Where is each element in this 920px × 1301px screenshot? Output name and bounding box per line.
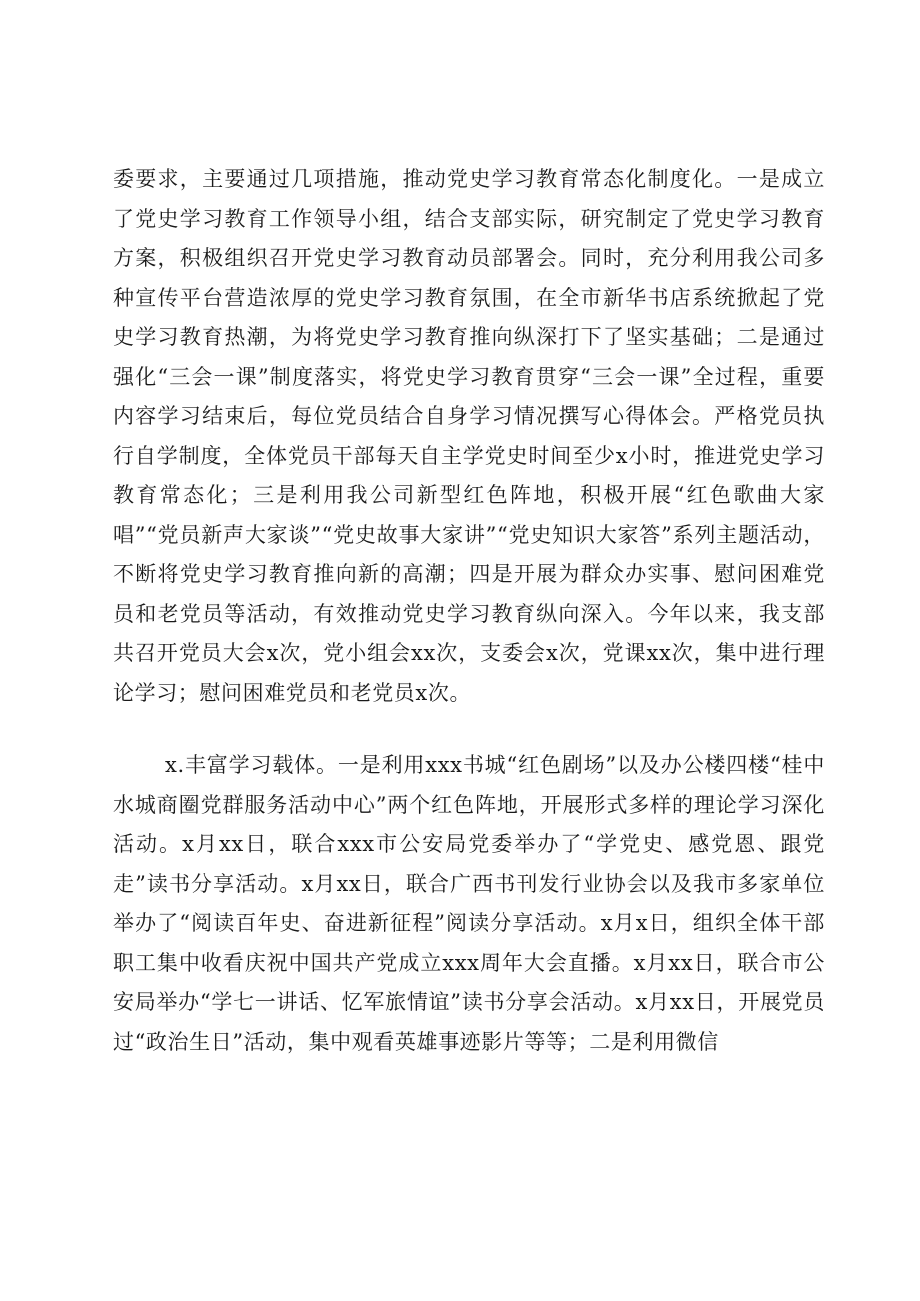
body-paragraph: 委要求，主要通过几项措施，推动党史学习教育常态化制度化。一是成立了党史学习教育工作领导小组，结合支部实际，研究制定了党史学习教育方案，积极组织召开党史学习教育动员部署会。同时，充分利用我公司多种宣传平台营造浓厚的党史学习教育氛围，在全市新华书店系统掀起了党史学习教育热潮，为将党史学习教育推向纵深打下了坚实基础；二是通过强化“三会一课”制度落实，将党史学习教育贯穿“三会一课”全过程，重要内容学习结束后，每位党员结合自身学习情况撰写心得体会。严格党员执行自学制度，全体党员干部每天自主学党史时间至少x小时，推进党史学习教育常态化；三是利用我公司新型红色阵地，积极开展“红色歌曲大家唱”“党员新声大家谈”“党史故事大家讲”“党史知识大家答”系列主题活动，不断将党史学习教育推向新的高潮；四是开展为群众办实事、慰问困难党员和老党员等活动，有效推动党史学习教育纵向深入。今年以来，我支部共召开党员大会x次，党小组会xx次，支委会x次，党课xx次，集中进行理论学习；慰问困难党员和老党员x次。 bbox=[113, 167, 825, 705]
body-paragraph: x.丰富学习载体。一是利用xxx书城“红色剧场”以及办公楼四楼“桂中水城商圈党群服务活动中心”两个红色阵地，开展形式多样的理论学习深化活动。x月xx日，联合xxx市公安局党委举办了“学党史、感党恩、跟党走”读书分享活动。x月xx日，联合广西书刊发行业协会以及我市多家单位举办了“阅读百年史、奋进新征程”阅读分享活动。x月x日，组织全体干部职工集中收看庆祝中国共产党成立xxx周年大会直播。x月xx日，联合市公安局举办“学七一讲话、忆军旅情谊”读书分享会活动。x月xx日，开展党员过“政治生日”活动，集中观看英雄事迹影片等等；二是利用微信 bbox=[113, 753, 825, 1054]
